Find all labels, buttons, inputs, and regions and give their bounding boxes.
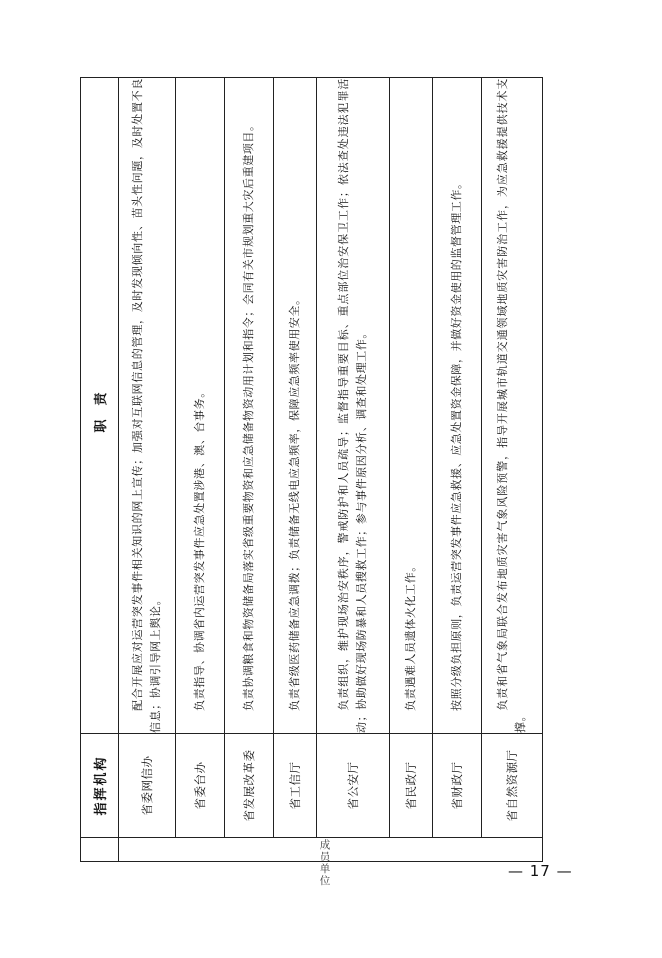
agency-cell: 省委网信办 [119,734,176,838]
header-blank-cell [81,838,119,862]
duty-cell [433,78,482,734]
duty-cell [390,78,433,734]
member-units-label [314,839,336,887]
agency-cell: 省财政厅 [433,734,482,838]
duty-text: 负责组织，维护现场治安秩序，警戒防护和人员疏导；监督指导重要目标、重点部位治安保卫工作；依法查处违法犯罪活动；协助做好现场防暴和人员搜救工作；参与事件原因分析、调查和处理工作。 [337,78,368,733]
table-row [433,78,482,862]
table-row [390,78,433,862]
duty-cell [176,78,225,734]
duty-table [80,77,543,862]
table-row [274,78,317,862]
table-row [317,78,390,862]
table-row [225,78,274,862]
member-label-char: 员 [319,851,331,863]
duty-text: 负责省级医药储备应急调拨；负责储备无线电应急频率，保障应急频率使用安全。 [288,293,301,711]
duty-text: 负责遇难人员遗体火化工作。 [404,560,417,711]
agency-cell: 省自然资源厅 [482,734,543,838]
agency-cell: 省委台办 [176,734,225,838]
agency-cell: 省发展改革委 [225,734,274,838]
duty-cell [119,78,176,734]
duty-cell [274,78,317,734]
duty-text: 负责协调粮食和物资储备局落实省级重要物资和应急储备物资动用计划和指令；会同有关市规划重大灾后重建项目。 [242,119,255,711]
duty-cell [225,78,274,734]
member-label-char: 成 [319,839,331,851]
table-header-row [81,78,119,862]
duty-text: 负责和省气象局联合发布地质灾害气象风险预警，指导开展城市轨道交通领域地质灾害防治工作，为应急救援提供技术支撑。 [496,78,527,733]
page-number: — 17 — [508,862,573,880]
duty-text: 按照分级负担原则，负责运营突发事件应急救援、应急处置资金保障，并做好资金使用的监督管理工作。 [450,177,463,711]
header-agency: 指挥机构 [81,734,119,838]
header-duty: 职责 [81,78,119,734]
member-label-char: 位 [319,875,331,887]
agency-cell: 省工信厅 [274,734,317,838]
duty-text: 配合开展应对运营突发事件相关知识的网上宣传；加强对互联网信息的管理，及时发现倾向性、苗头性问题，及时处置不良信息；协调引导网上舆论。 [131,78,162,733]
agency-cell: 省公安厅 [317,734,390,838]
duty-cell [482,78,543,734]
table-row [119,78,176,862]
table-row [482,78,543,862]
duty-text: 负责指导、协调省内运营突发事件应急处置涉港、澳、台事务。 [193,386,206,711]
agency-cell: 省民政厅 [390,734,433,838]
duty-cell [317,78,390,734]
rotated-table-wrapper [80,78,542,862]
table-row [176,78,225,862]
member-label-char: 单 [319,863,331,875]
